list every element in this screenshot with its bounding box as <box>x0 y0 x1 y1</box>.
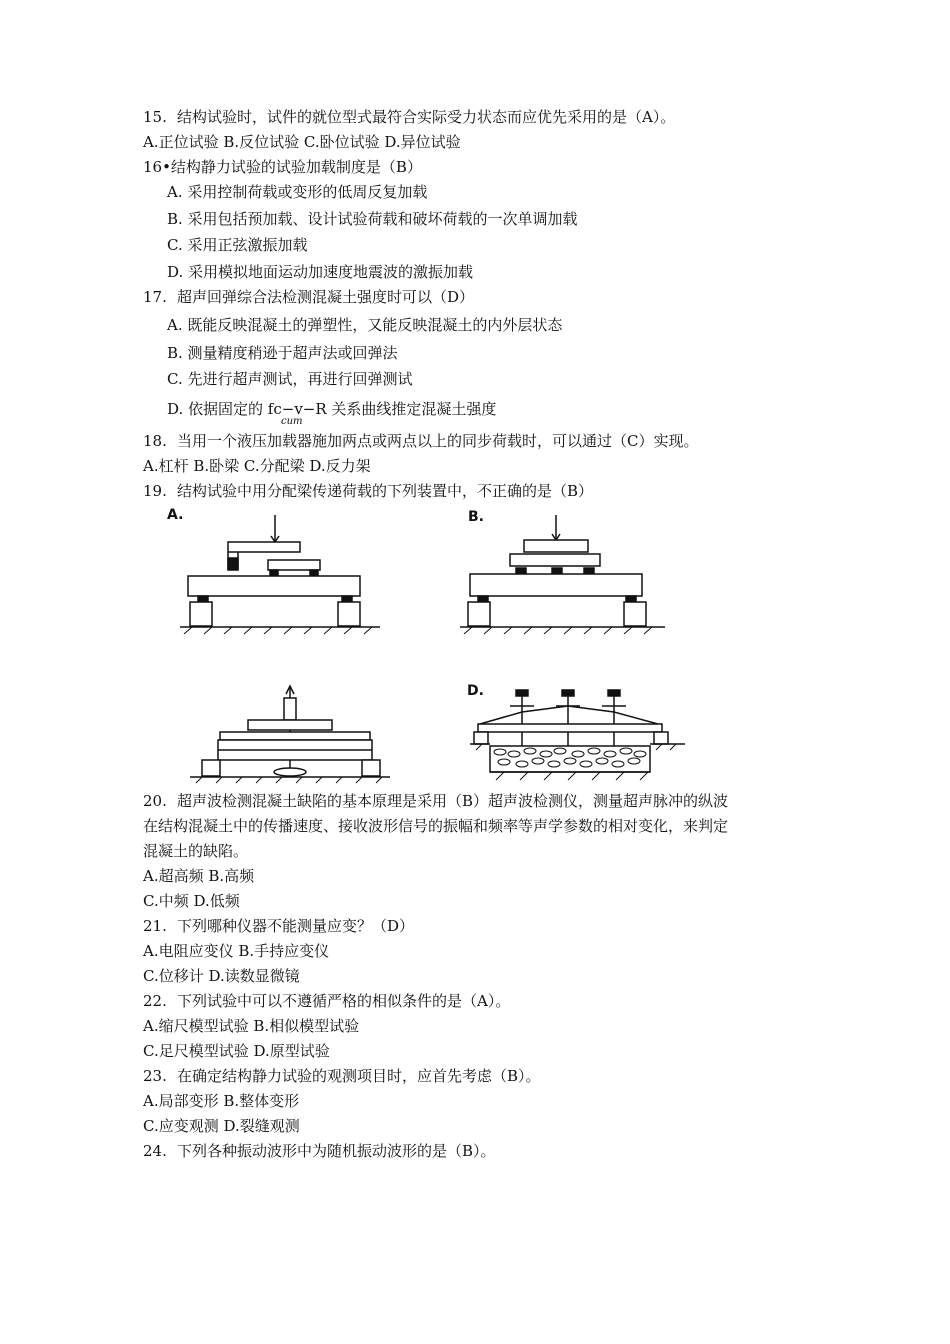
q24-number: 24. <box>143 1142 167 1160</box>
q18-number: 18. <box>143 432 167 450</box>
q23-stem <box>143 1066 541 1086</box>
figure-a-diagram <box>180 510 380 635</box>
q17-stem <box>143 287 474 307</box>
q15-number: 15. <box>143 108 167 126</box>
q17-option-b: B. 测量精度稍逊于超声法或回弹法 <box>167 344 398 362</box>
q17-option-a: A. 既能反映混凝土的弹塑性，又能反映混凝土的内外层状态 <box>167 316 563 334</box>
q20-options-1: A.超高频 B.高频 <box>143 867 255 885</box>
q20-options-2: C.中频 D.低频 <box>143 892 240 910</box>
q20-stem-line2: 在结构混凝土中的传播速度、接收波形信号的振幅和频率等声学参数的相对变化，来判定 <box>143 817 729 835</box>
figure-b-diagram <box>460 510 665 635</box>
q21-stem <box>143 916 414 936</box>
q17-option-c: C. 先进行超声测试，再进行回弹测试 <box>167 370 413 388</box>
figure-d-label: D. <box>467 683 484 699</box>
q24-stem <box>143 1141 496 1161</box>
q22-stem <box>143 991 510 1011</box>
q23-options-2: C.应变观测 D.裂缝观测 <box>143 1117 300 1135</box>
q22-options-2: C.足尺模型试验 D.原型试验 <box>143 1042 330 1060</box>
q22-text: 下列试验中可以不遵循严格的相似条件的是（A）。 <box>177 992 511 1010</box>
q17-text: 超声回弹综合法检测混凝土强度时可以（D） <box>177 288 475 306</box>
q20-stem-line3: 混凝土的缺陷。 <box>143 842 249 860</box>
q23-options-1: A.局部变形 B.整体变形 <box>143 1092 300 1110</box>
q20-stem-line1 <box>143 791 728 811</box>
q15-options: A.正位试验 B.反位试验 C.卧位试验 D.异位试验 <box>143 133 461 151</box>
figure-d-diagram <box>470 684 685 784</box>
q17-number: 17. <box>143 288 167 306</box>
figure-c-diagram <box>190 684 390 784</box>
q21-options-2: C.位移计 D.读数显微镜 <box>143 967 300 985</box>
q15-stem <box>143 107 675 127</box>
q16-option-b: B. 采用包括预加载、设计试验荷载和破坏荷载的一次单调加载 <box>167 210 578 228</box>
q22-options-1: A.缩尺模型试验 B.相似模型试验 <box>143 1017 360 1035</box>
figure-b-label: B. <box>468 509 484 525</box>
figure-a-label: A. <box>167 507 184 523</box>
q20-text: 超声波检测混凝土缺陷的基本原理是采用（B）超声波检测仪，测量超声脉冲的纵波 <box>177 792 729 810</box>
q19-text: 结构试验中用分配梁传递荷载的下列装置中，不正确的是（B） <box>177 482 594 500</box>
q21-options-1: A.电阻应变仪 B.手持应变仪 <box>143 942 330 960</box>
q17-option-d: D. 依据固定的 fc−v−R 关系曲线推定混凝土强度 <box>167 400 497 418</box>
q18-options: A.杠杆 B.卧梁 C.分配梁 D.反力架 <box>143 457 371 475</box>
q15-text: 结构试验时，试件的就位型式最符合实际受力状态而应优先采用的是（A）。 <box>177 108 676 126</box>
q16-option-d: D. 采用模拟地面运动加速度地震波的激振加载 <box>167 263 474 281</box>
q16-option-c: C. 采用正弦激振加载 <box>167 236 308 254</box>
q20-number: 20. <box>143 792 167 810</box>
q23-text: 在确定结构静力试验的观测项目时，应首先考虑（B）。 <box>177 1067 541 1085</box>
q16-option-a: A. 采用控制荷载或变形的低周反复加载 <box>167 183 428 201</box>
q17-subscript: cum <box>281 416 303 427</box>
q19-number: 19. <box>143 482 167 500</box>
q22-number: 22. <box>143 992 167 1010</box>
q24-text: 下列各种振动波形中为随机振动波形的是（B）。 <box>177 1142 496 1160</box>
q18-stem <box>143 431 698 451</box>
q19-stem <box>143 481 593 501</box>
q16-stem: 16•结构静力试验的试验加载制度是（B） <box>143 158 422 176</box>
q18-text: 当用一个液压加载器施加两点或两点以上的同步荷载时，可以通过（C）实现。 <box>177 432 699 450</box>
q21-number: 21. <box>143 917 167 935</box>
q21-text: 下列哪种仪器不能测量应变？（D） <box>177 917 415 935</box>
q23-number: 23. <box>143 1067 167 1085</box>
